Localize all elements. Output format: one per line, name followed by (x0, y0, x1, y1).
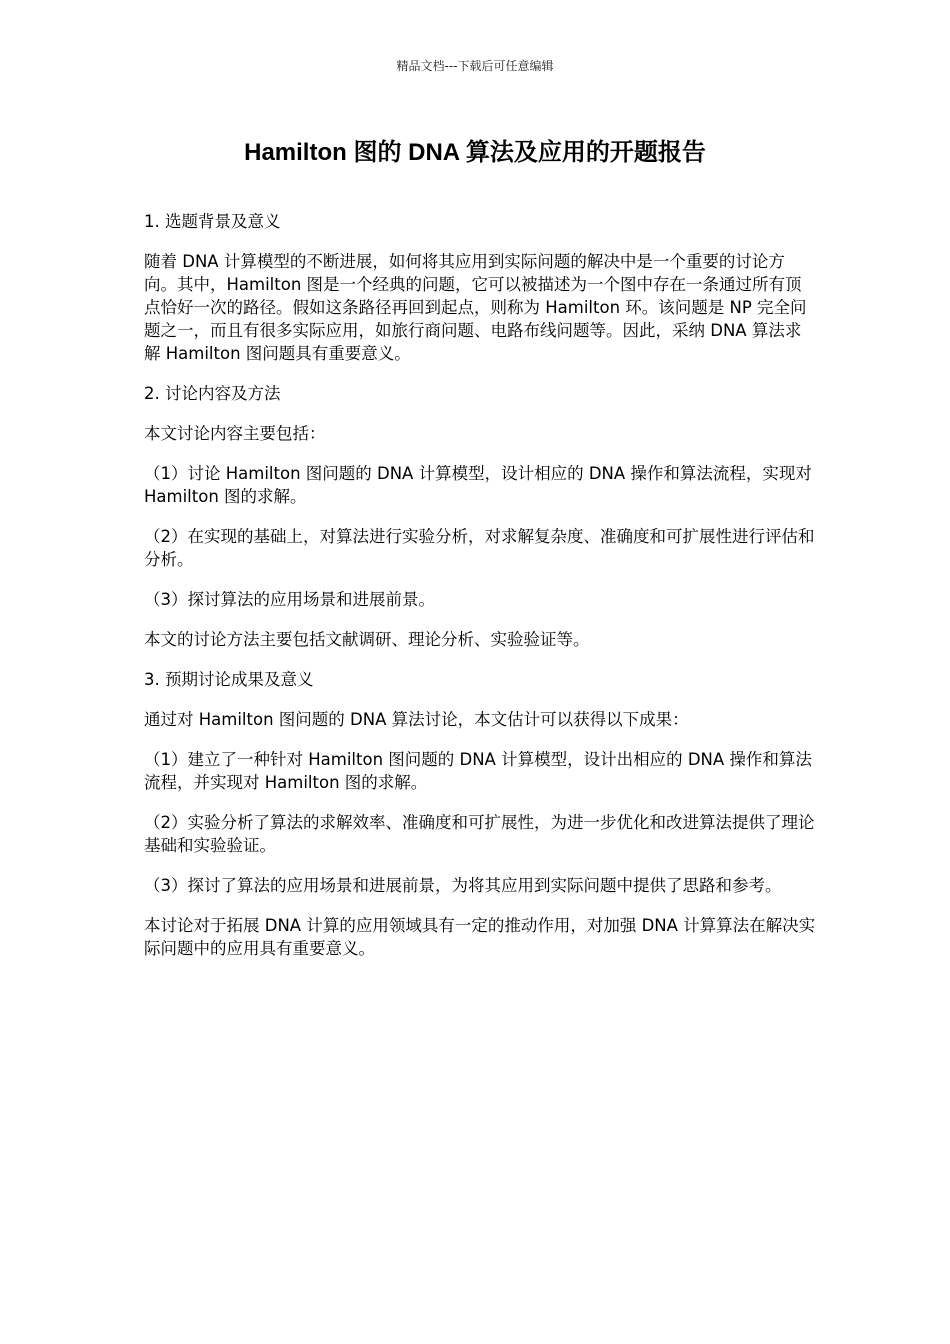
section-heading-content-method: 2. 讨论内容及方法 (144, 384, 281, 403)
paragraph-conclusion: 本讨论对于拓展 DNA 计算的应用领域具有一定的推动作用，对加强 DNA 计算算法在解决实际问题中的应用具有重要意义。 (144, 916, 816, 958)
paragraph-result-item-2: （2）实验分析了算法的求解效率、准确度和可扩展性，为进一步优化和改进算法提供了理论基础和实验验证。 (144, 813, 815, 855)
paragraph-result-item-3: （3）探讨了算法的应用场景和进展前景，为将其应用到实际问题中提供了思路和参考。 (144, 876, 782, 895)
section-heading-expected-results: 3. 预期讨论成果及意义 (144, 670, 314, 689)
document-body (144, 210, 816, 977)
section-heading-background: 1. 选题背景及意义 (144, 212, 281, 231)
paragraph-methods: 本文的讨论方法主要包括文献调研、理论分析、实验验证等。 (144, 630, 590, 649)
paragraph-content-item-1: （1）讨论 Hamilton 图问题的 DNA 计算模型，设计相应的 DNA 操作和算法流程，实现对 Hamilton 图的求解。 (144, 464, 818, 506)
paragraph-content-intro: 本文讨论内容主要包括： (144, 424, 326, 443)
paragraph-result-item-1: （1）建立了一种针对 Hamilton 图问题的 DNA 计算模型，设计出相应的 DNA 操作和算法流程，并实现对 Hamilton 图的求解。 (144, 750, 812, 792)
document-title: Hamilton 图的 DNA 算法及应用的开题报告 (244, 139, 706, 166)
paragraph-background: 随着 DNA 计算模型的不断进展，如何将其应用到实际问题的解决中是一个重要的讨论方向。其中，Hamilton 图是一个经典的问题，它可以被描述为一个图中存在一条通过所有顶点恰好一次的路径。假如这条路径再回到起点，则称为 Hamilton 环。该问题是 NP 完全问题之一，而且有很多实际应用，如旅行商问题、电路布线问题等。因此，采纳 DNA 算法求解 Hamilton 图问题具有重要意义。 (144, 252, 807, 363)
paragraph-results-intro: 通过对 Hamilton 图问题的 DNA 算法讨论，本文估计可以获得以下成果： (144, 710, 689, 729)
paragraph-content-item-3: （3）探讨算法的应用场景和进展前景。 (144, 590, 435, 609)
paragraph-content-item-2: （2）在实现的基础上，对算法进行实验分析，对求解复杂度、准确度和可扩展性进行评估和分析。 (144, 527, 815, 569)
header-note: 精品文档---下载后可任意编辑 (396, 59, 554, 73)
